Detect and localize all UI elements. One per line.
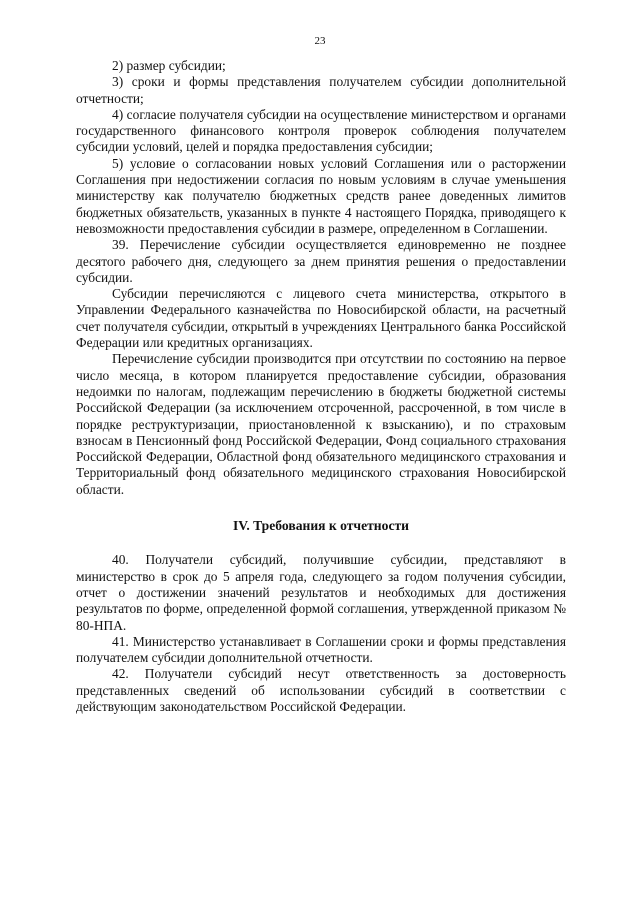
paragraph-transfer-conditions: Перечисление субсидии производится при отсутствии по состоянию на первое число месяца, в котором планируется предоставление субсидии, образования недоимки по налогам, подлежащим перечислению в бюджеты бюджетной системы Российской Федерации (за исключением отсроченной, рассроченной, в том числе в порядке реструктуризации, приостановленной к взысканию), и по страховым взносам в Пенсионный фонд Российской Федерации, Фонд социального страхования Российской Федерации, Областной фонд обязательного медицинского страхования и Территориальный фонд обязательного медицинского страхования Новосибирской области. [76,351,566,497]
page-number: 23 [314,35,326,47]
paragraph-39-transfer: 39. Перечисление субсидии осуществляется единовременно не позднее десятого рабочего дня, следующего за днем принятия решения о предоставлении субсидии. [76,237,566,285]
paragraph-agreement-conditions: 5) условие о согласовании новых условий Соглашения или о расторжении Соглашения при недостижении согласия по новым условиям в случае уменьшения министерству как получателю бюджетных средств ранее доведенных лимитов бюджетных обязательств, указанных в пункте 4 настоящего Порядка, приводящего к невозможности предоставления субсидии в размере, определенном в Соглашении. [76,155,566,236]
paragraph-42-responsibility: 42. Получатели субсидий несут ответственность за достоверность представленных сведений об использовании субсидий в соответствии с действующим законодательством Российской Федерации. [76,666,566,714]
section-heading: IV. Требования к отчетности [232,518,409,534]
paragraph-transfer-account: Субсидии перечисляются с лицевого счета министерства, открытого в Управлении Федерального казначейства по Новосибирской области, на расчетный счет получателя субсидии, открытый в учреждениях Центрального банка Российской Федерации или кредитных организациях. [76,286,566,351]
paragraph-control-consent: 4) согласие получателя субсидии на осуществление министерством и органами государственного финансового контроля проверок соблюдения получателем субсидии условий, целей и порядка предоставления субсидии; [76,106,566,155]
paragraph-40-report: 40. Получатели субсидий, получившие субсидии, представляют в министерство в срок до 5 апреля года, следующего за годом получения субсидии, отчет о достижении значений результатов и необходимых для достижения результатов по форме, определенной формой соглашения, утвержденной приказом № 80-НПА. [76,552,566,633]
paragraph-subsidy-amount: 2) размер субсидии; [112,58,226,73]
paragraph-41-additional-reporting: 41. Министерство устанавливает в Соглашении сроки и формы представления получателем субсидии дополнительной отчетности. [76,633,566,666]
document-body [76,58,566,715]
paragraph-reporting-terms: 3) сроки и формы представления получателем субсидии дополнительной отчетности; [76,74,566,106]
